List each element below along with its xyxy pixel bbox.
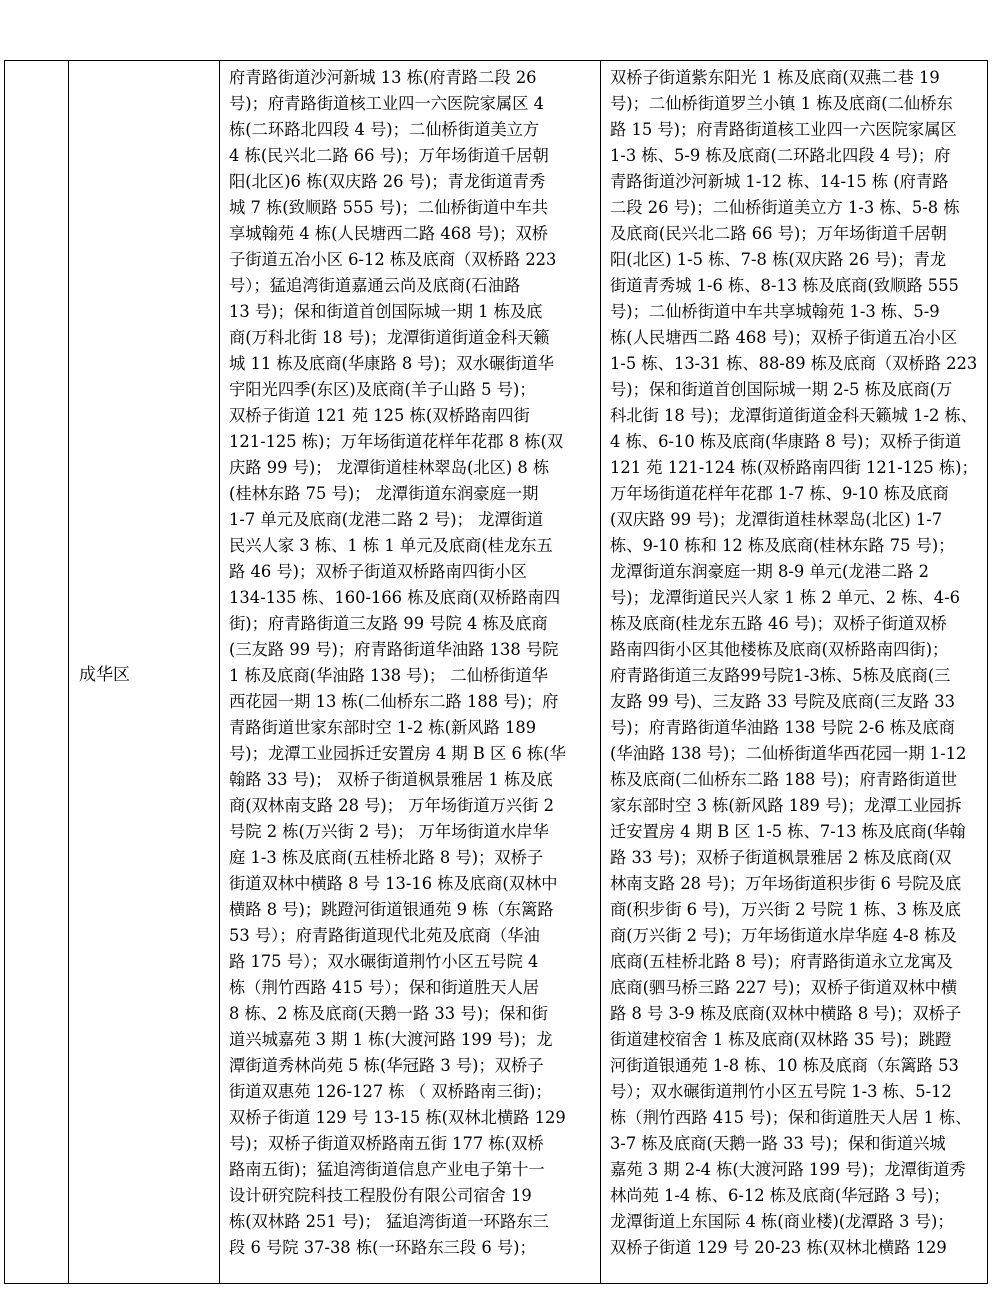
- text-line: 路 33 号)；双桥子街道枫景雅居 2 栋及底商(双: [610, 848, 952, 867]
- text-line: 街道青秀城 1-6 栋、8-13 栋及底商(致顺路 555: [610, 276, 959, 295]
- text-line: 府青路街道沙河新城 13 栋(府青路二段 26: [229, 68, 537, 87]
- text-line: 号院 2 栋(万兴街 2 号)； 万年场街道水岸华: [229, 822, 549, 841]
- text-line: 商(积步街 6 号)，万兴街 2 号院 1 栋、3 栋及底: [610, 900, 961, 919]
- text-line: 栋及底商(桂龙东五路 46 号)；双桥子街道双桥: [610, 614, 947, 633]
- text-line: 双桥子街道 121 苑 125 栋(双桥路南四街: [229, 406, 530, 425]
- text-line: 设计研究院科技工程股份有限公司宿舍 19: [229, 1186, 532, 1205]
- text-line: 号)；龙潭街道民兴人家 1 栋 2 单元、2 栋、4-6: [610, 588, 961, 607]
- text-line: 阳(北区) 1-5 栋、7-8 栋(双庆路 26 号)；青龙: [610, 250, 947, 269]
- text-line: 街)；府青路街道三友路 99 号院 4 栋及底商: [229, 614, 548, 633]
- text-line: (三友路 99 号)；府青路街道华油路 138 号院: [229, 640, 559, 659]
- text-line: 林尚苑 1-4 栋、6-12 栋及底商(华冠路 3 号)；: [610, 1186, 950, 1205]
- text-line: 民兴人家 3 栋、1 栋 1 单元及底商(桂龙东五: [229, 536, 553, 555]
- text-line: (桂林东路 75 号)； 龙潭街道东润豪庭一期: [229, 484, 539, 503]
- text-line: 路南五街)；猛追湾街道信息产业电子第十一: [229, 1160, 545, 1179]
- text-line: 121-125 栋)；万年场街道花样年花郡 8 栋(双: [229, 432, 564, 451]
- text-line: 龙潭街道东润豪庭一期 8-9 单元(龙港二路 2: [610, 562, 929, 581]
- document-table: [4, 60, 988, 1284]
- text-line: 二段 26 号)；二仙桥街道美立方 1-3 栋、5-8 栋: [610, 198, 960, 217]
- text-line: 商(双林南支路 28 号)； 万年场街道万兴街 2: [229, 796, 554, 815]
- text-line: 栋(人民塘西二路 468 号)；双桥子街道五冶小区: [610, 328, 958, 347]
- text-line: 号)；府青路街道华油路 138 号院 2-6 栋及底商: [610, 718, 955, 737]
- text-line: 青路街道沙河新城 1-12 栋、14-15 栋 (府青路: [610, 172, 949, 191]
- text-line: 城 7 栋(致顺路 555 号)；二仙桥街道中车共: [229, 198, 549, 217]
- text-line: 路 175 号）；双水碾街道荆竹小区五号院 4: [229, 952, 539, 971]
- text-line: 友路 99 号)、三友路 33 号院及底商(三友路 33: [610, 692, 955, 711]
- text-line: 号）；双水碾街道荆竹小区五号院 1-3 栋、5-12: [610, 1082, 952, 1101]
- text-line: 号)；龙潭工业园拆迁安置房 4 期 B 区 6 栋(华: [229, 744, 566, 763]
- district-cell: [69, 61, 220, 1284]
- text-line: 商(万兴街 2 号)；万年场街道水岸华庭 4-8 栋及: [610, 926, 957, 945]
- text-line: 双桥子街道 129 号 20-23 栋(双林北横路 129: [610, 1238, 947, 1257]
- text-line: 13 号)；保和街道首创国际城一期 1 栋及底: [229, 302, 543, 321]
- text-line: 号)；双桥子街道双桥路南五街 177 栋(双桥: [229, 1134, 544, 1153]
- text-line: 底商(五桂桥北路 8 号)；府青路街道永立龙寓及: [610, 952, 953, 971]
- text-line: 8 栋、2 栋及底商(天鹅一路 33 号)；保和街: [229, 1004, 549, 1023]
- text-line: 庭 1-3 栋及底商(五桂桥北路 8 号)；双桥子: [229, 848, 544, 867]
- text-line: 及底商(民兴北二路 66 号)；万年场街道千居朝: [610, 224, 947, 243]
- text-line: 栋(双林路 251 号)； 猛追湾街道一环路东三: [229, 1212, 549, 1231]
- text-line: 翰路 33 号)； 双桥子街道枫景雅居 1 栋及底: [229, 770, 553, 789]
- text-line: 路 46 号)；双桥子街道双桥路南四街小区: [229, 562, 527, 581]
- text-line: 商(万科北街 18 号)；龙潭街道街道金科天籁: [229, 328, 550, 347]
- index-cell: [5, 61, 69, 1284]
- district-name: 成华区: [79, 664, 130, 685]
- text-line: 万年场街道花样年花郡 1-7 栋、9-10 栋及底商: [610, 484, 949, 503]
- text-line: 街道双惠苑 126-127 栋 （ 双桥路南三街)；: [229, 1082, 552, 1101]
- text-line: 家东部时空 3 栋(新风路 189 号)；龙潭工业园拆: [610, 796, 962, 815]
- text-line: 1-5 栋、13-31 栋、88-89 栋及底商（双桥路 223: [610, 354, 978, 373]
- text-line: 号)；二仙桥街道中车共享城翰苑 1-3 栋、5-9: [610, 302, 940, 321]
- text-line: 53 号）；府青路街道现代北苑及底商（华油: [229, 926, 540, 945]
- table-row: [5, 61, 988, 1284]
- text-line: 双桥子街道紫东阳光 1 栋及底商(双燕二巷 19: [610, 68, 940, 87]
- text-line: 路南四街小区其他楼栋及底商(双桥路南四街)；: [610, 640, 949, 659]
- text-line: 宇阳光四季(东区)及底商(羊子山路 5 号)；: [229, 380, 536, 399]
- text-line: 迁安置房 4 期 B 区 1-5 栋、7-13 栋及底商(华翰: [610, 822, 966, 841]
- text-line: 栋、9-10 栋和 12 栋及底商(桂林东路 75 号)；: [610, 536, 955, 555]
- text-line: 西花园一期 13 栋(二仙桥东二路 188 号)；府: [229, 692, 559, 711]
- text-line: 号)；保和街道首创国际城一期 2-5 栋及底商(万: [610, 380, 953, 399]
- text-line: 号)；府青路街道核工业四一六医院家属区 4: [229, 94, 544, 113]
- text-line: 栋（荆竹西路 415 号)；保和街道胜天人居 1 栋、: [610, 1108, 972, 1127]
- affected-area-cell: [220, 61, 601, 1284]
- affected-area-text: [220, 61, 600, 1283]
- text-line: 双桥子街道 129 号 13-15 栋(双林北横路 129: [229, 1108, 566, 1127]
- text-line: 路 15 号)；府青路街道核工业四一六医院家属区: [610, 120, 957, 139]
- text-line: 庆路 99 号)； 龙潭街道桂林翠岛(北区) 8 栋: [229, 458, 550, 477]
- text-line: 阳(北区)6 栋(双庆路 26 号)；青龙街道青秀: [229, 172, 546, 191]
- text-line: 林南支路 28 号)；万年场街道积步街 6 号院及底: [610, 874, 962, 893]
- text-line: (华油路 138 号)；二仙桥街道华西花园一期 1-12: [610, 744, 967, 763]
- text-line: 4 栋、6-10 栋及底商(华康路 8 号)；双桥子街道: [610, 432, 962, 451]
- text-line: 子街道五冶小区 6-12 栋及底商（双桥路 223: [229, 250, 557, 269]
- text-line: 134-135 栋、160-166 栋及底商(双桥路南四: [229, 588, 561, 607]
- text-line: 底商(驷马桥三路 227 号)；双桥子街道双林中横: [610, 978, 958, 997]
- text-line: 龙潭街道上东国际 4 栋(商业楼)(龙潭路 3 号)；: [610, 1212, 954, 1231]
- text-line: 街道双林中横路 8 号 13-16 栋及底商(双林中: [229, 874, 558, 893]
- text-line: 横路 8 号)；跳蹬河街道银通苑 9 栋（东篱路: [229, 900, 554, 919]
- text-line: 青路街道世家东部时空 1-2 栋(新风路 189: [229, 718, 537, 737]
- text-line: 道兴城嘉苑 3 期 1 栋(大渡河路 199 号)；龙: [229, 1030, 553, 1049]
- text-line: 号）；猛追湾街道嘉通云尚及底商(石油路: [229, 276, 521, 295]
- text-line: 1 栋及底商(华油路 138 号)； 二仙桥街道华: [229, 666, 549, 685]
- text-line: 4 栋(民兴北二路 66 号)；万年场街道千居朝: [229, 146, 549, 165]
- text-line: 嘉苑 3 期 2-4 栋(大渡河路 199 号)；龙潭街道秀: [610, 1160, 966, 1179]
- text-line: 栋(二环路北四段 4 号)；二仙桥街道美立方: [229, 120, 540, 139]
- text-line: 府青路街道三友路99号院1-3栋、5栋及底商(三: [610, 666, 951, 685]
- text-line: 1-3 栋、5-9 栋及底商(二环路北四段 4 号)；府: [610, 146, 951, 165]
- text-line: 河街道银通苑 1-8 栋、10 栋及底商（东篱路 53: [610, 1056, 959, 1075]
- other-area-text: [601, 61, 987, 1283]
- text-line: 科北街 18 号)；龙潭街道街道金科天籁城 1-2 栋、: [610, 406, 978, 425]
- text-line: 栋（荆竹西路 415 号）；保和街道胜天人居: [229, 978, 540, 997]
- text-line: 121 苑 121-124 栋(双桥路南四街 121-125 栋)；: [610, 458, 978, 477]
- text-line: 3-7 栋及底商(天鹅一路 33 号)；保和街道兴城: [610, 1134, 946, 1153]
- other-area-cell: [601, 61, 988, 1284]
- text-line: 段 6 号院 37-38 栋(一环路东三段 6 号)；: [229, 1238, 536, 1257]
- text-line: 享城翰苑 4 栋(人民塘西二路 468 号)；双桥: [229, 224, 549, 243]
- text-line: 栋及底商(二仙桥东二路 188 号)；府青路街道世: [610, 770, 958, 789]
- text-line: 潭街道秀林尚苑 5 栋(华冠路 3 号)；双桥子: [229, 1056, 544, 1075]
- text-line: 路 8 号 3-9 栋及底商(双林中横路 8 号)；双桥子: [610, 1004, 962, 1023]
- text-line: 街道建校宿舍 1 栋及底商(双林路 35 号)；跳蹬: [610, 1030, 952, 1049]
- text-line: (双庆路 99 号)；龙潭街道桂林翠岛(北区) 1-7: [610, 510, 943, 529]
- text-line: 城 11 栋及底商(华康路 8 号)；双水碾街道华: [229, 354, 554, 373]
- text-line: 号)；二仙桥街道罗兰小镇 1 栋及底商(二仙桥东: [610, 94, 953, 113]
- text-line: 1-7 单元及底商(龙港二路 2 号)； 龙潭街道: [229, 510, 544, 529]
